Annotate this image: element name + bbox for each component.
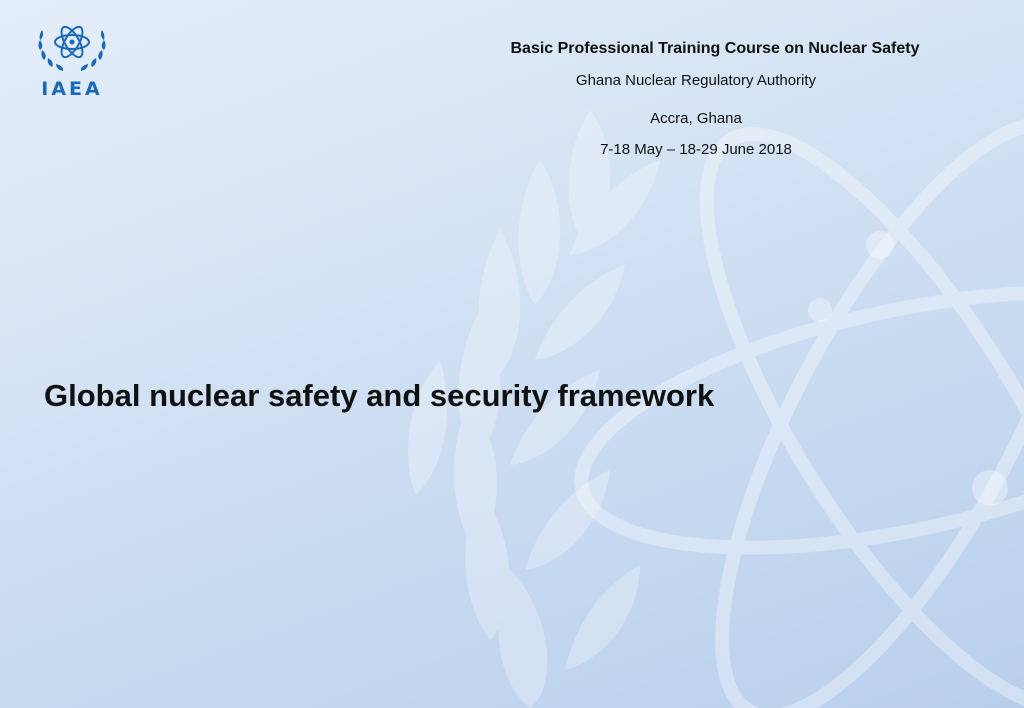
- iaea-emblem-icon: [34, 16, 110, 76]
- iaea-logo: [34, 16, 110, 102]
- logo-wordmark: IAEA: [41, 78, 103, 100]
- course-title: Basic Professional Training Course on Nuclear Safety: [510, 40, 920, 57]
- course-location: Accra, Ghana: [650, 110, 742, 127]
- course-dates: 7-18 May – 18-29 June 2018: [600, 141, 792, 158]
- organization-name: Ghana Nuclear Regulatory Authority: [575, 72, 817, 89]
- slide-title: Global nuclear safety and security framework: [44, 378, 715, 413]
